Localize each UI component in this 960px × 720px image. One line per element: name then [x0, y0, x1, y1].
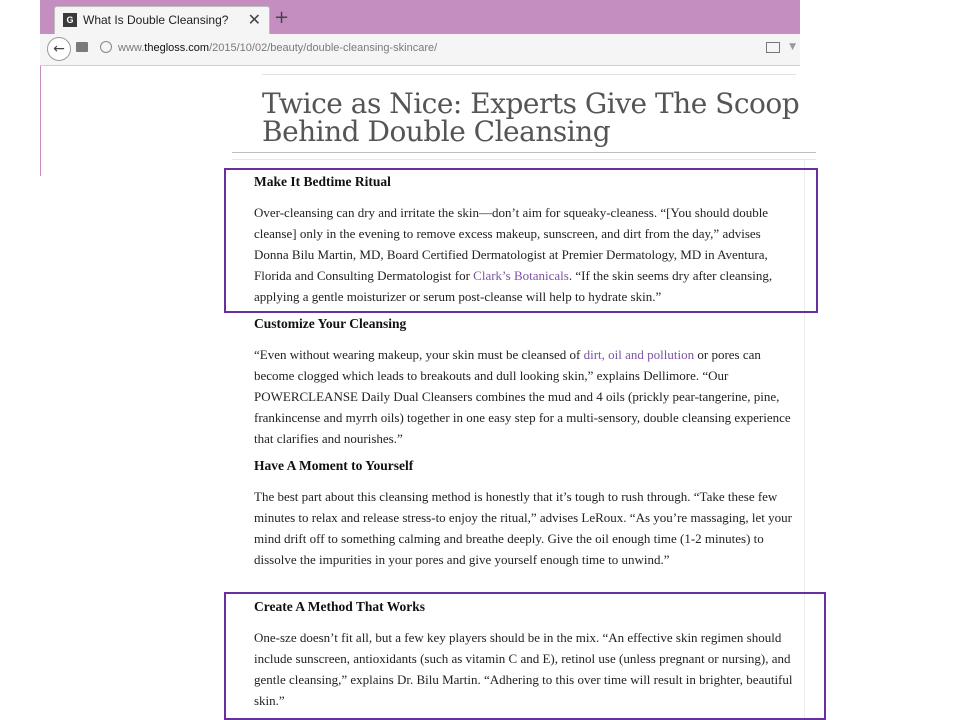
url-host: www. [118, 42, 145, 54]
globe-icon [100, 41, 112, 53]
section-paragraph: One-sze doesn’t fit all, but a few key players should be in the mix. “An effective skin regimen should include sunscreen, antioxidants (such as vitamin C and E), retinol use (unless pregnant or nursing), and gentle cleansing,” explains Dr. Bilu Martin. “Adhering to this over time will result in brighter, beautiful skin.” [254, 630, 793, 708]
section-paragraph [254, 344, 794, 449]
paragraph-text: . “If the skin seems dry after cleansing, applying a gentle moisturizer or serum post-cleanse will help to hydrate skin.” [254, 268, 773, 304]
section-customize-cleansing [254, 316, 794, 449]
back-arrow-icon[interactable]: ← [47, 37, 71, 61]
page-left-edge [40, 66, 41, 176]
paragraph-text: or pores can become clogged which leads to breakouts and dull looking skin,” explains Dellimore. “Our POWERCLEANSE Daily Dual Cleansers combines the mud and 4 oils (prickly pear-tangerine, pine, frankincense and myrrh oils) together in one easy step for a multi-sensory, double cleansing experience that clarifies and nourishes.” [254, 347, 791, 446]
section-paragraph: The best part about this cleansing method is honestly that it’s tough to rush through. “Take these few minutes to relax and release stress-to enjoy the ritual,” advises LeRoux. “As you’re massaging, let your mind drift off to something calming and breathe deeply. Give the oil enough time (1-2 minutes) to dissolve the impurities in your pores and give yourself enough time to unwind.” [254, 489, 792, 567]
site-favicon: G [63, 13, 77, 27]
section-heading: Make It Bedtime Ritual [254, 174, 391, 189]
section-heading: Create A Method That Works [254, 599, 426, 614]
tabs-icon[interactable] [76, 42, 88, 52]
article-headline: Twice as Nice: Experts Give The Scoop Behind Double Cleansing [262, 87, 800, 148]
section-heading: Have A Moment to Yourself [254, 458, 414, 473]
url-path: /2015/10/02/beauty/double-cleansing-skincare/ [209, 42, 438, 54]
new-tab-button[interactable]: + [274, 7, 290, 28]
tab-title: What Is Double Cleansing? [83, 13, 229, 27]
highlight-box-bedtime-ritual [224, 168, 818, 313]
address-bar[interactable] [118, 42, 437, 54]
browser-tab[interactable] [54, 6, 270, 34]
section-moment-to-yourself [254, 458, 794, 570]
close-tab-icon[interactable]: ✕ [247, 10, 261, 29]
section-heading: Customize Your Cleansing [254, 316, 407, 331]
highlight-box-create-method [224, 592, 826, 720]
browser-chrome [40, 0, 800, 66]
url-domain: thegloss.com [144, 42, 210, 54]
chevron-down-icon[interactable]: ▼ [789, 42, 796, 52]
paragraph-text: “Even without wearing makeup, your skin must be cleansed of [254, 347, 584, 362]
dirt-oil-pollution-link[interactable]: dirt, oil and pollution [583, 347, 695, 362]
navigation-toolbar [40, 34, 800, 66]
reader-view-icon[interactable] [766, 42, 780, 53]
paragraph-text: Over-cleansing can dry and irritate the skin—don’t aim for squeaky-cleaness. “[You should double cleanse] only in the evening to remove excess makeup, sunscreen, and dirt from the day,” advises Donna Bilu Martin, MD, Board Certified Dermatologist at Premier Dermatology, MD in Aventura, Florida and Consulting Dermatologist for [254, 205, 769, 283]
clarks-botanicals-link[interactable]: Clark’s Botanicals [473, 268, 569, 283]
headline-divider-secondary [232, 159, 816, 160]
header-divider [262, 74, 796, 75]
headline-divider [232, 152, 816, 153]
